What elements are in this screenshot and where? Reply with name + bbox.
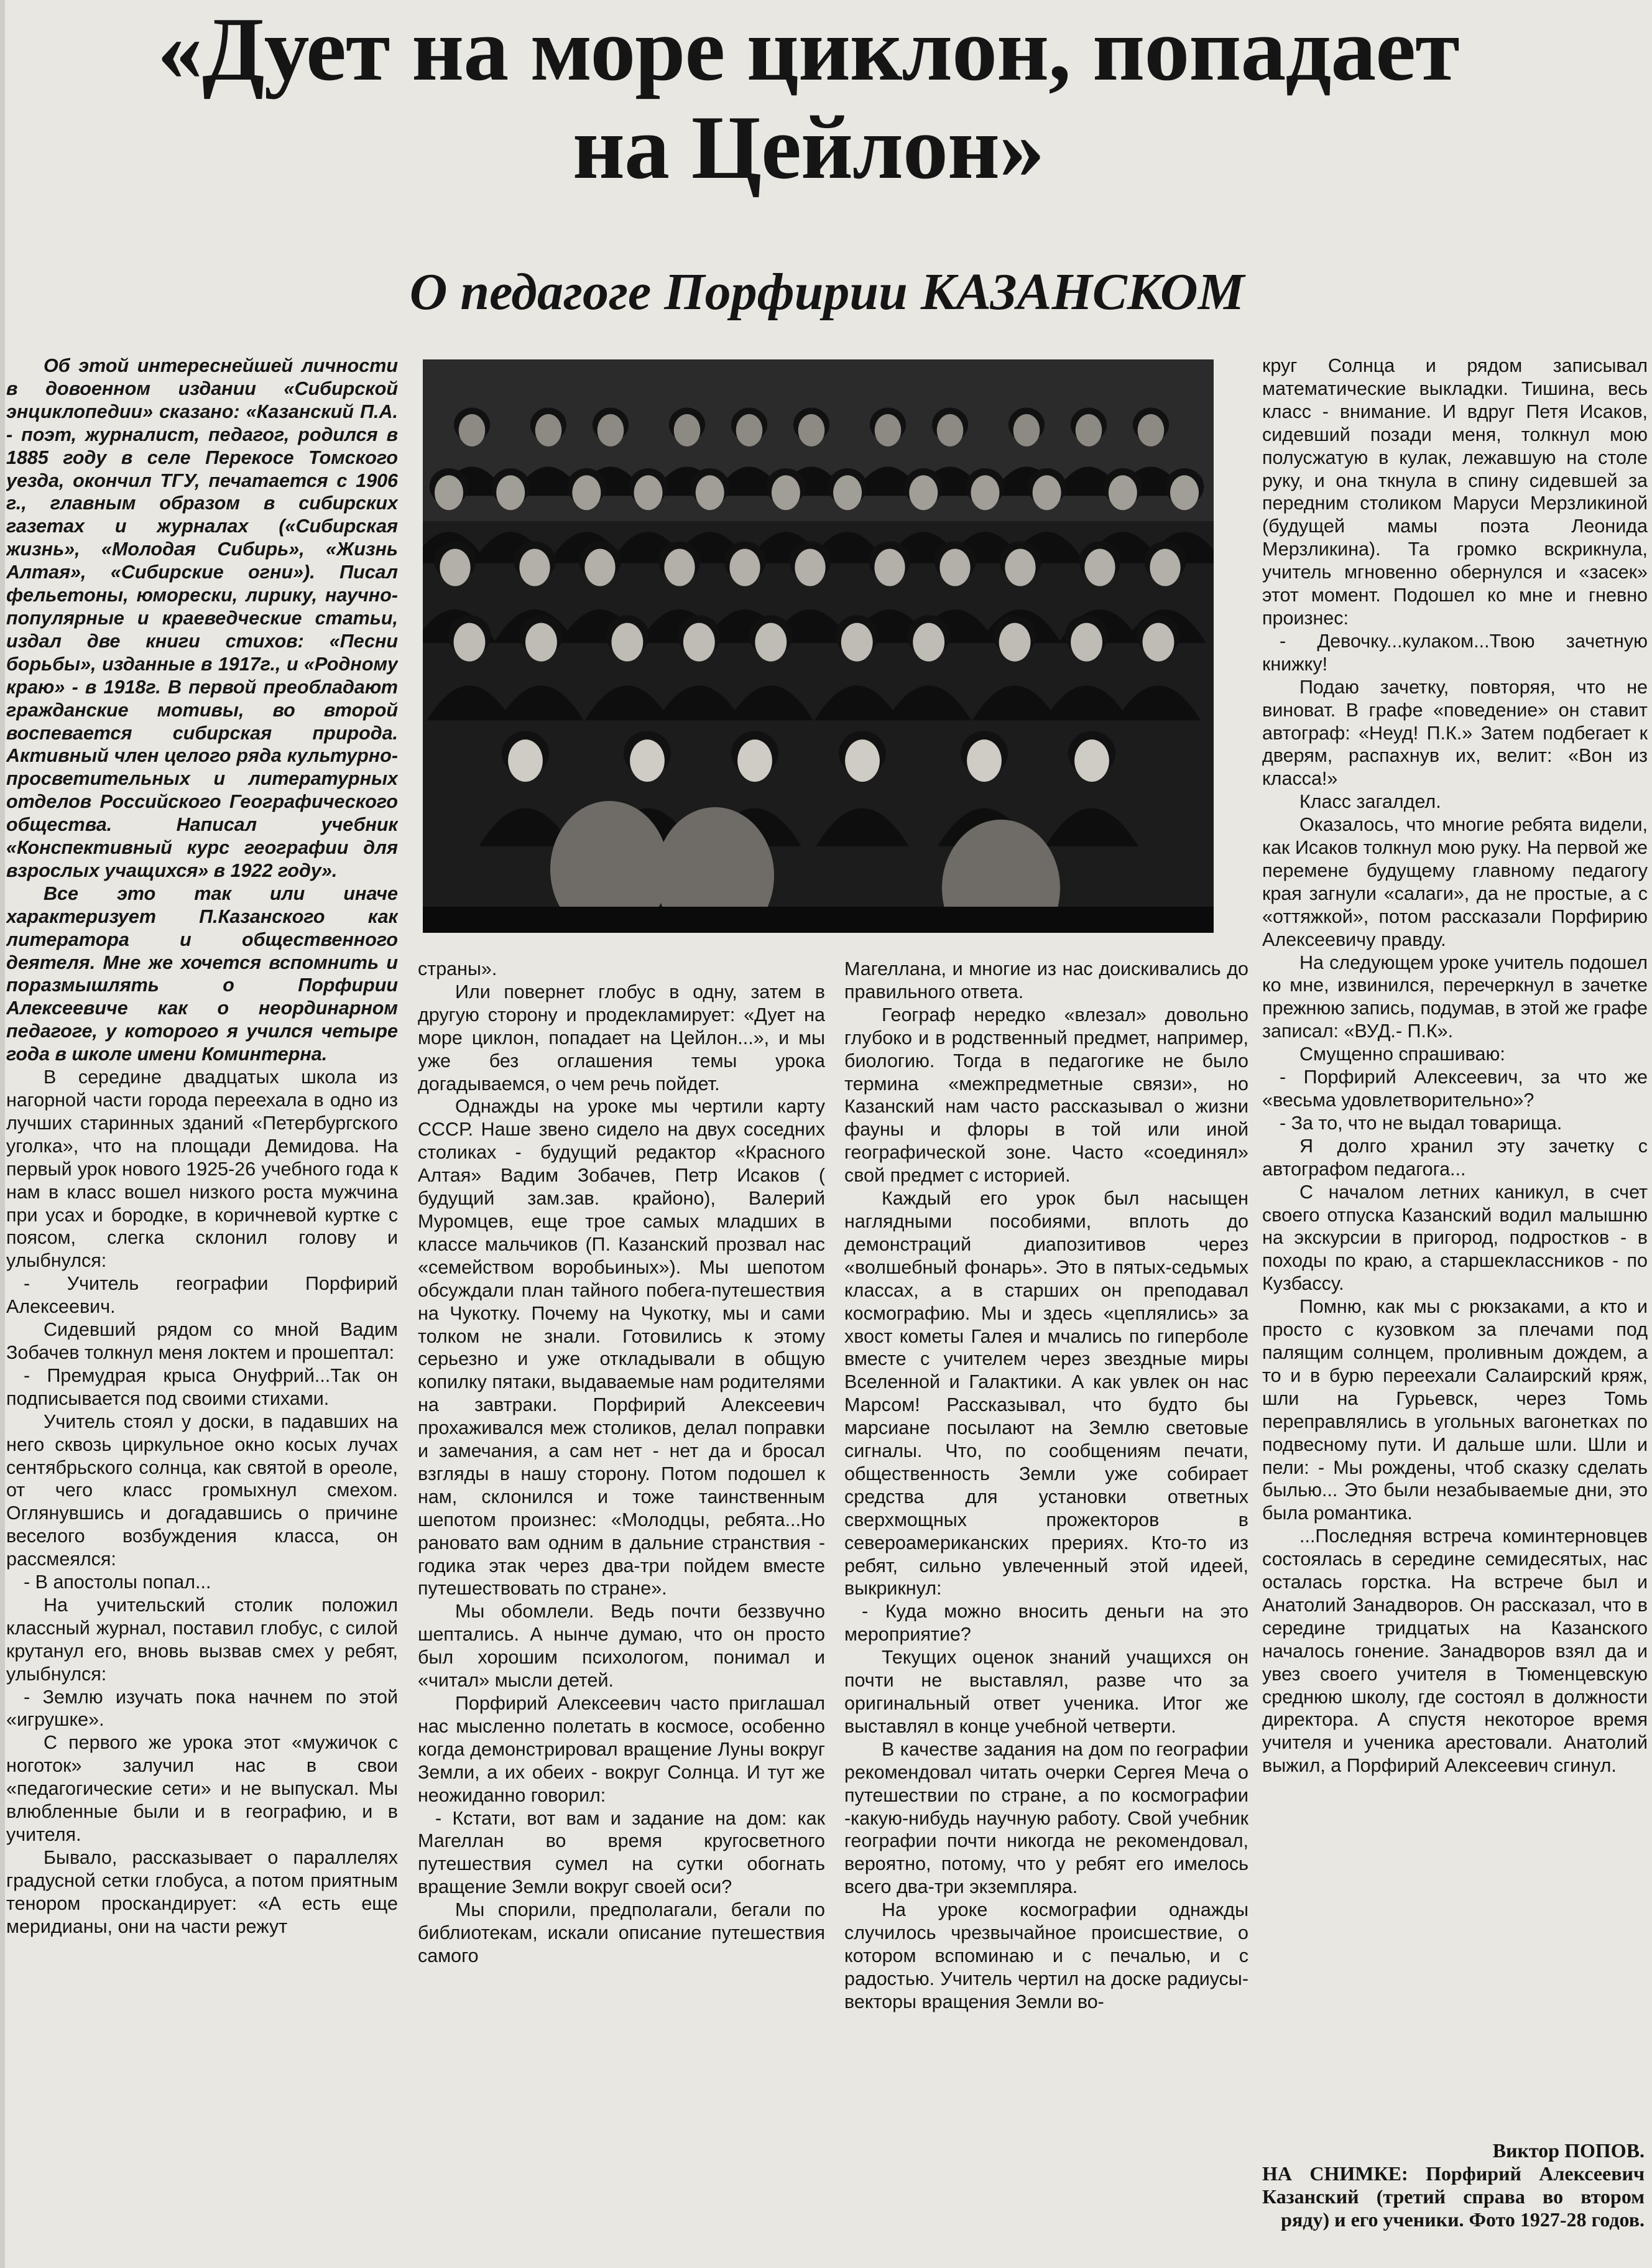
paragraph: - Девочку...кулаком...Твою зачетную книжку! bbox=[1262, 630, 1648, 675]
paragraph: Учитель стоял у доски, в падавших на него сквозь циркульное окно косых лучах сентябрьского солнца, как святой в ореоле, от чего класс громыхнул смехом. Оглянувшись и догадавшись о причине веселого возбуждения класса, он рассмеялся: bbox=[6, 1410, 398, 1570]
figure-face bbox=[772, 475, 800, 510]
figure-face bbox=[683, 623, 715, 662]
figure-face bbox=[535, 414, 562, 447]
figure-face bbox=[1150, 549, 1180, 586]
figure-face bbox=[874, 549, 905, 586]
paragraph: круг Солнца и рядом записывал математические выкладки. Тишина, весь класс - внимание. И вдруг Петя Исаков, сидевший позади меня, толкнул мою полусжатую в кулак, лежавшую на столе руку, и она ткнула в спину сидевшей за передним столиком Маруси Мерзликиной (будущей мамы поэта Леонида Мерзликина). Та громко вскрикнула, учитель мгновенно обернулся и «засек» этот момент. Подошел ко мне и гневно произнес: bbox=[1262, 355, 1648, 629]
column-body bbox=[1262, 354, 1648, 1777]
paragraph: На уроке космографии однажды случилось чрезвычайное происшествие, о котором вспоминаю и с печалью, и с радостью. Учитель чертил на доске радиусы-векторы вращения Земли во- bbox=[844, 1899, 1248, 2012]
figure-face bbox=[1005, 549, 1035, 586]
group-photo bbox=[423, 359, 1214, 933]
paragraph: Оказалось, что многие ребята видели, как Исаков толкнул мою руку. На первой же перемене будущему главному педагогу края загнули «салаги», да не простые, а с «оттяжкой», потом рассказали Порфирию Алексеевичу правду. bbox=[1262, 814, 1648, 950]
paragraph: - За то, что не выдал товарища. bbox=[1280, 1112, 1562, 1134]
figure-face bbox=[696, 475, 724, 510]
figure-face bbox=[937, 414, 964, 447]
photo-caption: НА СНИМКЕ: Порфирий Алексеевич Казанский (третий справа во втором ряду) и его ученики. Фото 1927-28 годов. bbox=[1262, 2162, 1645, 2231]
paragraph: - Куда можно вносить деньги на это мероприятие? bbox=[844, 1601, 1248, 1645]
signature-block bbox=[1262, 2139, 1645, 2231]
figure-face bbox=[496, 475, 525, 510]
figure-face bbox=[737, 739, 772, 782]
paragraph: В качестве задания на дом по географии рекомендовал читать очерки Сергея Меча о путешествии по стране, а по космографии -какую-нибудь научную работу. Свой учебник географии почти никогда не рекомендовал, вероятно, потому, что у ребят его имелось всего два-три экземпляра. bbox=[844, 1738, 1248, 1898]
paragraph: Однажды на уроке мы чертили карту СССР. Наше звено сидело на двух соседних столиках - будущий редактор «Красного Алтая» Вадим Зобачев, Петр Исаков ( будущий зам.зав. крайоно), Валерий Муромцев, еще трое самых младших в классе мальчиков (П. Казанский прозвал нас «семейством воробьиных»). Мы шепотом обсуждали план тайного побега-путешествия на Чукотку. Почему на Чукотку, мы и сами толком не знали. Готовились к этому серьезно и уже откладывали в общую копилку пятаки, выдаваемые нам родителями на завтраки. Порфирий Алексеевич прохаживался меж столиков, делал поправки и замечания, а сам нет - нет да и бросал взгляды в нашу сторону. Потом подошел к нам, склонился и тоже таинственным шепотом произнес: «Молодцы, ребята...Но рановато вам одним в дальние странствия - годика этак через два-три пойдем вместе путешествовать по стране». bbox=[418, 1096, 825, 1599]
paragraph: Бывало, рассказывает о параллелях градусной сетки глобуса, а потом приятным тенором проскандирует: «А есть еще меридианы, они на части режут bbox=[6, 1846, 398, 1937]
figure-face bbox=[630, 739, 665, 782]
paragraph: Подаю зачетку, повторяя, что не виноват. В графе «поведение» он ставит автограф: «Неуд! П.К.» Затем подбегает к дверям, распахнув их, велит: «Вон из класса!» bbox=[1262, 676, 1648, 790]
column-body bbox=[6, 1066, 398, 1938]
figure-face bbox=[572, 475, 601, 510]
column-4 bbox=[1262, 354, 1648, 2170]
figure-face bbox=[664, 549, 694, 586]
column-3 bbox=[844, 958, 1248, 2264]
photo-floor bbox=[423, 907, 1214, 933]
paragraph: Помню, как мы с рюкзаками, а кто и просто с кузовком за плечами под палящим солнцем, проливным дождем, а то и в бурю переехали Салаирский кряж, шли на Гурьевск, через Томь переправлялись в угольных вагонетках по подвесному пути. И дальше шли. Шли и пели: - Мы рождены, чтоб сказку сделать былью... Это были незабываемые дни, это была романтика. bbox=[1262, 1296, 1648, 1524]
figure-face bbox=[1084, 549, 1115, 586]
intro-paragraph: Об этой интереснейшей личности в довоенном издании «Сибирской энциклопедии» сказано: «Казанский П.А. - поэт, журналист, педагог, родился в 1885 году в селе Перекосе Томского уезда, окончил ТГУ, печатается с 1906 г., главным образом в сибирских газетах и журналах («Сибирская жизнь», «Молодая Сибирь», «Жизнь Алтая», «Сибирские огни»). Писал фельетоны, юморески, лирику, научно-популярные и краеведческие статьи, издал две книги стихов: «Песни борьбы», изданные в 1917г., и «Родному краю» - в 1918г. В первой преобладают гражданские мотивы, во второй воспевается сибирская природа. Активный член целого ряда культурно-просветительных и литературных отделов Российского Географического общества. Написал учебник «Конспективный курс географии для взрослых учащихся» в 1922 году». bbox=[6, 355, 398, 881]
paragraph: страны». bbox=[418, 958, 497, 979]
column-body bbox=[418, 958, 825, 1968]
figure-face bbox=[508, 739, 543, 782]
paragraph: На следующем уроке учитель подошел ко мне, извинился, перечеркнул в зачетке прежнюю запись, подумав, в этой же графе записал: «ВУД.- П.К». bbox=[1262, 951, 1648, 1042]
figure-face bbox=[833, 475, 862, 510]
paragraph: Порфирий Алексеевич часто приглашал нас мысленно полетать в космосе, особенно когда демонстрировал вращение Луны вокруг Земли, а их обеих - вокруг Солнца. И тут же неожиданно говорил: bbox=[418, 1693, 825, 1806]
figure-face bbox=[795, 549, 825, 586]
column-body bbox=[844, 958, 1248, 2014]
figure-face bbox=[1074, 739, 1109, 782]
figure-face bbox=[611, 623, 643, 662]
figure-face bbox=[1033, 475, 1061, 510]
figure-face bbox=[1013, 414, 1040, 447]
paragraph: - В апостолы попал... bbox=[24, 1571, 211, 1593]
figure-face bbox=[519, 549, 550, 586]
figure-face bbox=[875, 414, 902, 447]
figure-face bbox=[598, 414, 624, 447]
figure-face bbox=[440, 549, 470, 586]
paragraph: Или повернет глобус в одну, затем в другую сторону и продекламирует: «Дует на море циклон, попадает на Цейлон...», и мы уже без оглашения темы урока догадываемся, о чем речь пойдет. bbox=[418, 981, 825, 1095]
paragraph: Мы обомлели. Ведь почти беззвучно шептались. А нынче думаю, что он просто был хорошим психологом, понимал и «читал» мысли детей. bbox=[418, 1601, 825, 1692]
figure-face bbox=[798, 414, 825, 447]
subtitle: О педагоге Порфирии КАЗАНСКОМ bbox=[409, 263, 1245, 321]
figure-face bbox=[971, 475, 999, 510]
paragraph: - Учитель географии Порфирий Алексеевич. bbox=[6, 1273, 398, 1318]
paragraph: В середине двадцатых школа из нагорной части города переехала в одно из лучших старинных зданий «Петербургского уголка», что на площади Демидова. На первый урок нового 1925-26 учебного года к нам в класс вошел низкого роста мужчина при усах и бородке, в коричневой куртке с поясом, слегка склонил голову и улыбнулся: bbox=[6, 1067, 398, 1272]
figure-face bbox=[584, 549, 615, 586]
figure-face bbox=[913, 623, 944, 662]
figure-face bbox=[967, 739, 1002, 782]
figure-face bbox=[634, 475, 663, 510]
figure-face bbox=[841, 623, 873, 662]
paragraph: Магеллана, и многие из нас доискивались до правильного ответа. bbox=[844, 958, 1248, 1002]
figure-face bbox=[1138, 414, 1165, 447]
figure-face bbox=[1071, 623, 1102, 662]
intro-paragraph: Все это так или иначе характеризует П.Казанского как литератора и общественного деятеля. Мне же хочется вспомнить и поразмышлять о Порфирии Алексеевиче как о неординарном педагоге, у которого я учился четыре года в школе имени Коминтерна. bbox=[6, 882, 398, 1065]
column-2 bbox=[418, 958, 825, 2264]
paragraph: - Премудрая крыса Онуфрий...Так он подписывается под своими стихами. bbox=[6, 1364, 398, 1409]
figure-face bbox=[755, 623, 787, 662]
figure-face bbox=[525, 623, 557, 662]
figure-face bbox=[939, 549, 970, 586]
paragraph: С первого же урока этот «мужичок с ноготок» залучил нас в свои «педагогические сети» и не выпускал. Мы влюбленные были и в географию, и в учителя. bbox=[6, 1732, 398, 1845]
group-photo-image bbox=[423, 359, 1214, 933]
paragraph: На учительский столик положил классный журнал, поставил глобус, с силой крутанул его, вновь вызвав смех у ребят, улыбнулся: bbox=[6, 1594, 398, 1685]
page-edge bbox=[0, 0, 5, 2268]
figure-face bbox=[909, 475, 938, 510]
paragraph: Смущенно спрашиваю: bbox=[1299, 1044, 1505, 1065]
figure-face bbox=[459, 414, 486, 447]
column-1 bbox=[6, 354, 398, 2264]
figure-face bbox=[999, 623, 1031, 662]
figure-face bbox=[736, 414, 763, 447]
paragraph: Класс загалдел. bbox=[1299, 791, 1441, 813]
figure-face bbox=[1170, 475, 1199, 510]
figure-face bbox=[729, 549, 760, 586]
paragraph: Каждый его урок был насыщен наглядными пособиями, вплоть до демонстраций диапозитивов через «волшебный фонарь». Это в пятых-седьмых классах, а в старших он преподавал космографию. Мы и здесь «цеплялись» за хвост кометы Галея и мчались по гиперболе вместе с учителем через звездные миры Вселенной и Галактики. А как увлек он нас Марсом! Рассказывал, что будто бы марсиане посылают на Землю световые сигналы. Что, по сообщениям печати, общественность Земли уже собирает средства для установки ответных сверхмощных прожекторов в североамериканских прериях. Кто-то из ребят, сильно увлеченный этой идеей, выкрикнул: bbox=[844, 1188, 1248, 1599]
paragraph: Сидевший рядом со мной Вадим Зобачев толкнул меня локтем и прошептал: bbox=[6, 1319, 398, 1363]
figure-face bbox=[1076, 414, 1102, 447]
paragraph: Я долго хранил эту зачетку с автографом педагога... bbox=[1262, 1135, 1648, 1180]
figure-face bbox=[454, 623, 486, 662]
figure-face bbox=[1143, 623, 1174, 662]
paragraph: - Кстати, вот вам и задание на дом: как Магеллан во время кругосветного путешествия сумел на сутки обогнать вращение Земли вокруг своей оси? bbox=[418, 1807, 825, 1898]
paragraph: С началом летних каникул, в счет своего отпуска Казанский водил малышню на экскурсии в пригород, подростков - в походы по краю, а старшеклассников - по Кузбассу. bbox=[1262, 1181, 1648, 1295]
headline: «Дует на море циклон, попадает на Цейлон» bbox=[157, 0, 1459, 198]
paragraph: - Порфирий Алексеевич, за что же «весьма удовлетворительно»? bbox=[1262, 1067, 1648, 1111]
figure-face bbox=[1109, 475, 1137, 510]
figure-face bbox=[674, 414, 701, 447]
paragraph: Географ нередко «влезал» довольно глубоко и в родственный предмет, например, биологию. Тогда в педагогике не было термина «межпредметные связи», но Казанский нам часто рассказывал о жизни фауны и флоры в той или иной географической зоне. Часто «соединял» свой предмет с историей. bbox=[844, 1004, 1248, 1187]
paragraph: Мы спорили, предполагали, бегали по библиотекам, искали описание путешествия самого bbox=[418, 1899, 825, 1966]
paragraph: Текущих оценок знаний учащихся он почти не выставлял, разве что за оригинальный ответ ученика. Итог же выставлял в конце учебной четверти. bbox=[844, 1647, 1248, 1737]
paragraph: - Землю изучать пока начнем по этой «игрушке». bbox=[6, 1686, 398, 1731]
figure-face bbox=[435, 475, 463, 510]
figure-face bbox=[845, 739, 880, 782]
author-name: Виктор ПОПОВ. bbox=[1492, 2139, 1645, 2162]
paragraph: ...Последняя встреча коминтерновцев состоялась в середине семидесятых, нас осталась горстка. На встрече был и Анатолий Занадворов. Он рассказал, что в середине тридцатых на Казанского началось гонение. Занадворов взял да и увез своего учителя в Тюменцевскую среднюю школу, где состоял в должности директора. А спустя некоторое время учителя и ученика арестовали. Анатолий выжил, а Порфирий Алексеевич сгинул. bbox=[1262, 1525, 1648, 1777]
